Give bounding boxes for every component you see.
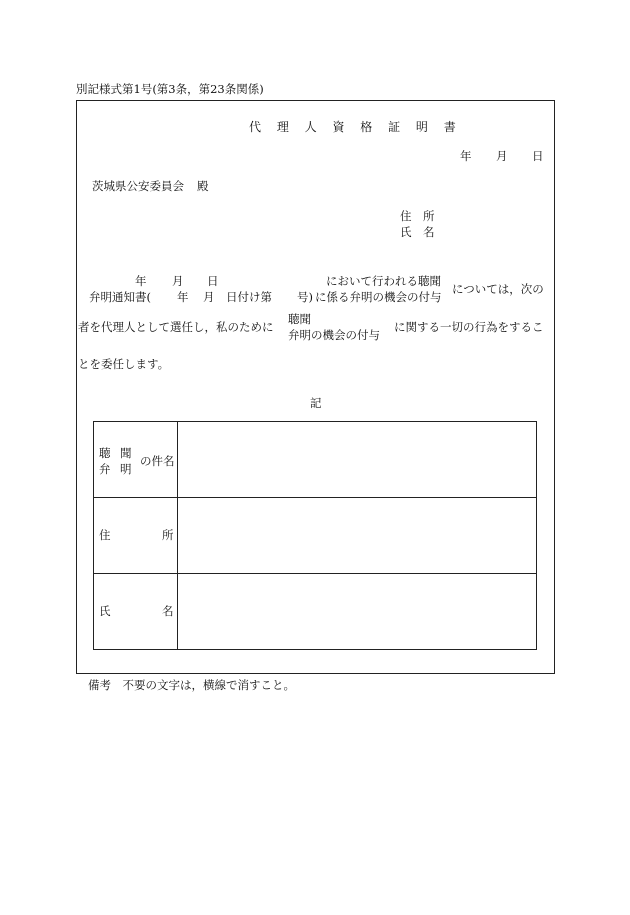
- label-defense-char2: 明: [120, 462, 132, 476]
- notice-month: 月: [203, 290, 215, 304]
- address-label-char1: 住: [99, 528, 111, 542]
- applicant-name-label: 氏 名: [400, 225, 435, 239]
- remarks: 備考 不要の文字は，横線で消すこと。: [88, 678, 295, 692]
- notice-date-day: 日: [207, 274, 219, 288]
- case-name-value[interactable]: [178, 422, 537, 498]
- name-label: [94, 574, 178, 650]
- line2-start: 者を代理人として選任し，私のために: [78, 320, 274, 334]
- name-value[interactable]: [178, 574, 537, 650]
- table-row: [94, 574, 537, 650]
- addressee-honorific: 殿: [197, 179, 209, 193]
- notice-number-suffix: 号): [297, 290, 313, 304]
- address-label-char2: 所: [162, 528, 174, 542]
- details-table: [93, 421, 537, 650]
- alt2-option-defense: 弁明の機会の付与: [288, 328, 380, 342]
- form-reference: 別記様式第1号(第3条，第23条関係): [76, 82, 264, 96]
- address-label: [94, 498, 178, 574]
- case-name-label: [94, 422, 178, 498]
- notice-prefix: 弁明通知書(: [89, 290, 151, 304]
- line2-end: に関する一切の行為をするこ: [394, 320, 544, 334]
- alt-option-hearing: において行われる聴聞: [326, 274, 441, 288]
- notice-date-year: 年: [135, 274, 147, 288]
- notice-date-month: 月: [172, 274, 184, 288]
- ki-heading: 記: [310, 396, 322, 410]
- table-row: [94, 422, 537, 498]
- label-case-name: の件名: [140, 454, 175, 468]
- label-defense-char1: 弁: [99, 462, 111, 476]
- notice-day: 日付け第: [226, 290, 272, 304]
- date-month: 月: [496, 149, 508, 163]
- date-year: 年: [460, 149, 472, 163]
- alt2-option-hearing: 聴聞: [288, 312, 311, 326]
- addressee-name: 茨城県公安委員会: [92, 179, 184, 193]
- document-title: 代 理 人 資 格 証 明 書: [249, 120, 462, 134]
- applicant-address-label: 住 所: [400, 209, 435, 223]
- date-day: 日: [532, 149, 544, 163]
- label-hearing-char2: 聞: [120, 446, 132, 460]
- label-hearing-char1: 聴: [99, 446, 111, 460]
- table-row: [94, 498, 537, 574]
- address-value[interactable]: [178, 498, 537, 574]
- notice-year: 年: [177, 290, 189, 304]
- name-label-char1: 氏: [99, 604, 111, 618]
- name-label-char2: 名: [162, 604, 174, 618]
- line3: とを委任します。: [78, 357, 170, 371]
- alt-option-defense: に係る弁明の機会の付与: [315, 290, 442, 304]
- regarding-text: については，次の: [452, 282, 544, 296]
